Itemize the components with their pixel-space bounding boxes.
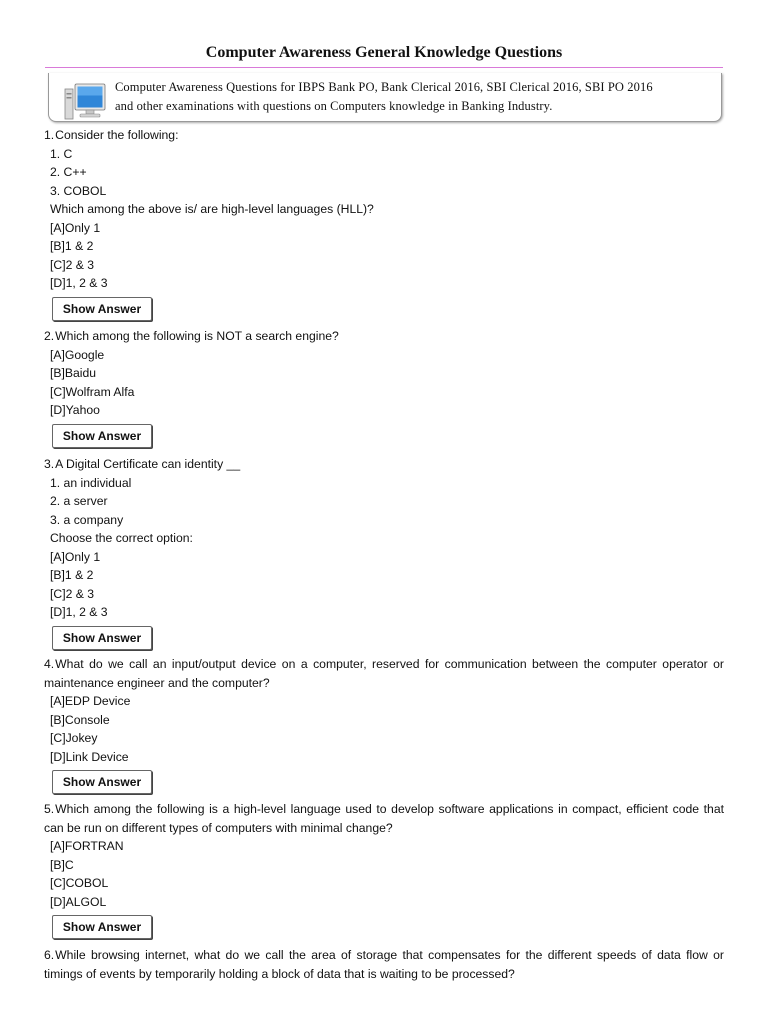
statement-item: 1. C [50, 146, 73, 161]
question-text: Which among the following is a high-level language used to develop software applications in compact, efficient code that can be run on different types of computers with minimal change? [44, 802, 724, 835]
statement-item: 2. C++ [50, 165, 87, 179]
question-4 [44, 655, 724, 794]
question-number: 3. [44, 457, 55, 471]
show-answer-button[interactable]: Show Answer [52, 626, 152, 650]
statement-item: 3. a company [50, 512, 124, 527]
question-number: 2. [44, 329, 55, 343]
option-d: [D]ALGOL [50, 894, 107, 909]
question-text: A Digital Certificate can identity __ [55, 457, 241, 471]
show-answer-button[interactable]: Show Answer [52, 770, 152, 794]
show-answer-button[interactable]: Show Answer [52, 424, 152, 448]
option-c: [C]Wolfram Alfa [50, 384, 135, 399]
option-d: [D]1, 2 & 3 [50, 605, 108, 619]
option-c: [C]2 & 3 [50, 257, 95, 272]
option-c: [C]COBOL [50, 876, 109, 890]
intro-box [48, 73, 722, 122]
show-answer-button[interactable]: Show Answer [52, 915, 152, 939]
option-a: [A]EDP Device [50, 694, 131, 708]
statement-item: 3. COBOL [50, 183, 107, 198]
question-number: 6. [44, 948, 55, 962]
option-b: [B]Baidu [50, 366, 97, 380]
question-number: 5. [44, 802, 55, 816]
question-text: Consider the following: [55, 128, 179, 142]
statement-item: 2. a server [50, 494, 108, 508]
intro-text [115, 78, 715, 115]
option-a: [A]Only 1 [50, 220, 101, 235]
option-d: [D]Yahoo [50, 403, 100, 417]
statement-item: 1. an individual [50, 475, 132, 490]
question-1 [44, 126, 724, 321]
question-number: 4. [44, 657, 55, 671]
option-d: [D]1, 2 & 3 [50, 276, 108, 290]
option-b: [B]1 & 2 [50, 239, 94, 253]
option-a: [A]Only 1 [50, 549, 101, 564]
question-3 [44, 455, 724, 650]
page-title: Computer Awareness General Knowledge Questions [205, 44, 563, 61]
option-b: [B]Console [50, 712, 110, 727]
show-answer-button[interactable]: Show Answer [52, 297, 152, 321]
intro-line-1: Computer Awareness Questions for IBPS Bank PO, Bank Clerical 2016, SBI Clerical 2016, SBI PO 2016 [115, 80, 653, 94]
title-divider [45, 67, 723, 68]
computer-icon [61, 81, 109, 121]
option-c: [C]2 & 3 [50, 586, 95, 601]
question-number: 1. [44, 128, 55, 142]
option-b: [B]C [50, 857, 74, 872]
option-a: [A]FORTRAN [50, 839, 124, 853]
intro-line-2: and other examinations with questions on Computers knowledge in Banking Industry. [115, 98, 553, 113]
statement-item: Choose the correct option: [50, 531, 193, 545]
option-b: [B]1 & 2 [50, 568, 94, 582]
question-text: Which among the following is NOT a search engine? [55, 329, 339, 343]
question-6 [44, 946, 724, 983]
question-2 [44, 327, 724, 448]
question-text: What do we call an input/output device on a computer, reserved for communication between the computer operator or maintenance engineer and the computer? [44, 657, 724, 690]
question-5 [44, 800, 724, 939]
question-text: While browsing internet, what do we call the area of storage that compensates for the different speeds of data flow or timings of events by temporarily holding a block of data that is waiting to be processed? [44, 948, 724, 981]
option-c: [C]Jokey [50, 731, 98, 745]
option-a: [A]Google [50, 347, 105, 362]
option-d: [D]Link Device [50, 749, 129, 764]
statement-item: Which among the above is/ are high-level languages (HLL)? [50, 202, 374, 216]
